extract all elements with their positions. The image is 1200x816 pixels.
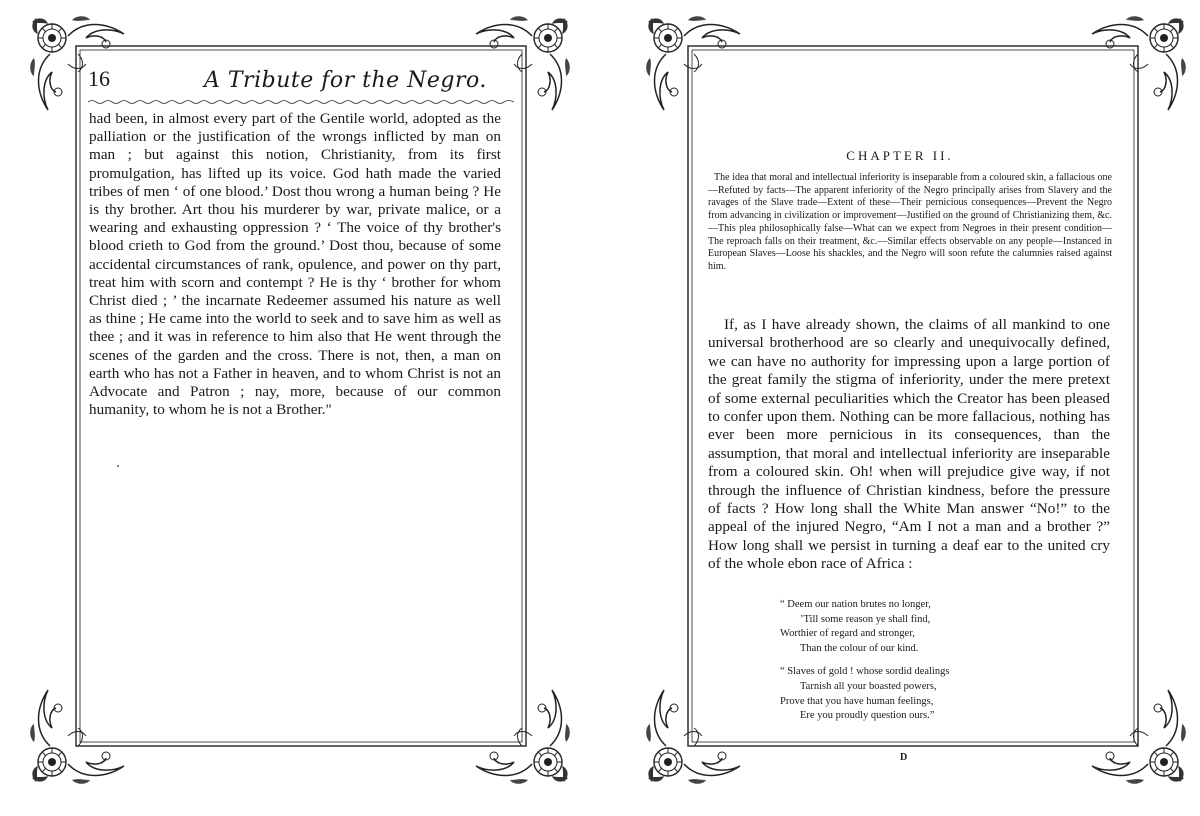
poem-line: Worthier of regard and stronger, [780,628,915,640]
ornament-bottom-left-icon [644,676,754,786]
ornament-top-left-icon [644,14,754,124]
synopsis-text: The idea that moral and intellectual inferiority is inseparable from a coloured skin, a fallacious one—Refuted by facts—The apparent inferiority of the Negro principally arises from Slavery and the ravages of the Slave trade—Extent of these—Their pernicious consequences—Prevent the Negro from advancing in civilization or improvement—Justified on the ground of Christianizing them, &c.—This plea philosophically false—What can we expect from Negroes in their present condition—The reproach falls on their treatment, &c.—Similar effects observable on any people—Instanced in European Slaves—Loose his shackles, and the Negro will soon refute the calumnies raised against him. [708,172,1112,272]
body-text [89,110,501,419]
ornament-top-right-icon [1078,14,1188,124]
running-head: A Tribute for the Negro. [204,68,487,93]
chapter-title: CHAPTER II. [846,148,954,163]
poem-line: “ Slaves of gold ! whose sordid dealings [780,666,950,678]
signature-mark: D [900,752,908,763]
poem [780,598,1030,733]
right-page [600,0,1200,816]
ornament-bottom-right-icon [462,676,572,786]
body-paragraph: If, as I have already shown, the claims of all mankind to one universal brotherhood are so clearly and unequivocally defined, we can have no authority for impressing upon a large portion of the great family the stigma of inferiority, under the mere pretext of some external peculiarities which the Creator has been pleased to confer upon them. Nothing can be more fallacious, nothing has ever been more pernicious in its consequences, than the assumption, that moral and intellectual inferiority are inseparable from a coloured skin. Oh! when will prejudice give way, if not through the influence of Christian kindness, before the pressure of facts ? How long shall the White Man answer “No!” to the appeal of the injured Negro, “Am I not a man and a brother ?” How long shall we persist in turning a deaf ear to the united cry of the whole ebon race of Africa : [708,316,1110,573]
body-text [708,316,1110,574]
body-paragraph: had been, in almost every part of the Gentile world, adopted as the palliation or the justification of the wrongs inflicted by man on man ; but against this notion, Christianity, from its first promulgation, has lifted up its voice. God hath made the varied tribes of men ‘ of one blood.’ Dost thou wrong a human being ? He is thy brother. Art thou his murderer by war, private malice, or a wearing and exhausting oppression ? ‘ The voice of thy brother's blood crieth to God from the ground.’ Dost thou, because of some accidental circumstances of rank, opulence, and power on thy part, treat him with scorn and contempt ? He is thy ‘ brother for whom Christ died ; ’ the incarnate Redeemer assumed his nature as well as thine ; He came into the world to seek and to save him as well as thee ; and it was in reference to him also that He went through the scenes of the garden and the cross. There is not, then, a man on earth who has not a Father in heaven, and to whom Christ is not an Advocate and Patron ; nay, more, because of our common humanity, to whom he is not a Brother." [89,110,501,419]
poem-line: Tarnish all your boasted powers, [800,680,937,692]
poem-line: Prove that you have human feelings, [780,695,934,707]
poem-line: ’Till some reason ye shall find, [800,613,931,625]
poem-stanza [780,598,1030,656]
header-rule [88,98,514,106]
poem-stanza [780,665,1030,723]
poem-line: Ere you proudly question ours.” [800,710,935,722]
poem-line: “ Deem our nation brutes no longer, [780,599,931,610]
ink-speck [117,465,119,467]
ornament-bottom-right-icon [1078,676,1188,786]
page-header [88,66,514,96]
chapter-synopsis [708,172,1112,274]
ornament-bottom-left-icon [28,676,138,786]
poem-line: Than the colour of our kind. [800,642,919,654]
page-number: 16 [88,66,110,91]
